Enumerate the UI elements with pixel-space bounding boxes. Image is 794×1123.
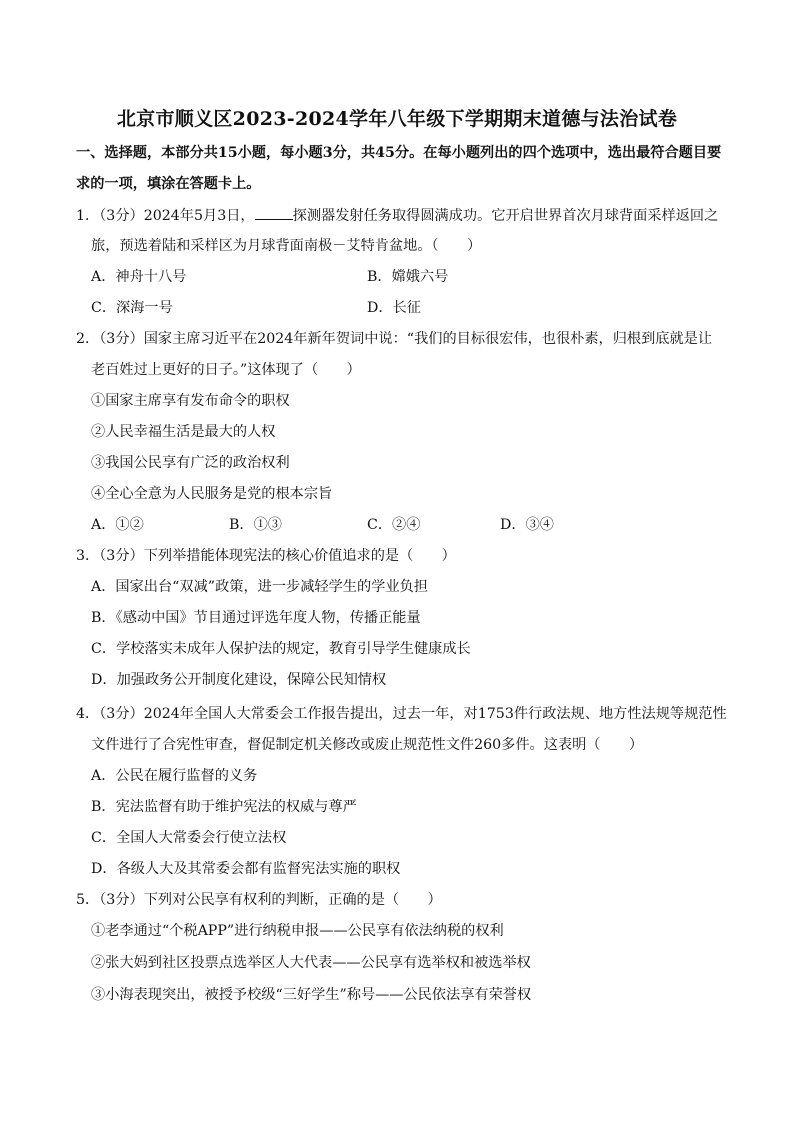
q3-option-d: D．加强政务公开制度化建设，保障公民知情权 <box>91 672 387 688</box>
q2-option-c: C．②④ <box>367 517 421 533</box>
q4-option-d: D．各级人大及其常委会都有监督宪法实施的职权 <box>91 861 401 877</box>
q5-statement-1: ①老李通过“个税APP”进行纳税申报——公民享有依法纳税的权利 <box>91 923 504 939</box>
q1-option-c: C．深海一号 <box>91 300 173 316</box>
q2-statement-1: ①国家主席享有发布命令的职权 <box>91 393 290 409</box>
section-heading-line2: 求的一项，填涂在答题卡上。 <box>76 176 261 192</box>
q3-option-c: C．学校落实未成年人保护法的规定，教育引导学生健康成长 <box>91 641 471 657</box>
q1-stem-line1 <box>76 205 718 226</box>
section-heading-line1: 一、选择题，本部分共15小题，每小题3分，共45分。在每小题列出的四个选项中，选出最符合题目要 <box>76 145 722 161</box>
q4-option-a: A．公民在履行监督的义务 <box>91 768 258 784</box>
q3-option-b: B．《感动中国》节目通过评选年度人物，传播正能量 <box>91 610 421 626</box>
q1-stem-line2: 旅，预选着陆和采样区为月球背面南极－艾特肯盆地。（ ） <box>91 238 482 254</box>
q1-option-d: D．长征 <box>367 300 421 316</box>
q2-option-b: B．①③ <box>229 517 282 533</box>
q4-option-b: B．宪法监督有助于维护宪法的权威与尊严 <box>91 799 357 815</box>
q2-option-d: D．③④ <box>500 517 554 533</box>
q3-option-a: A．国家出台“双减”政策，进一步减轻学生的学业负担 <box>91 579 428 595</box>
q3-stem: 3．（3分）下列举措能体现宪法的核心价值追求的是（ ） <box>76 548 456 564</box>
q2-stem-line2: 老百姓过上更好的日子。”这体现了（ ） <box>91 362 361 378</box>
q4-stem-line2: 文件进行了合宪性审查，督促制定机关修改或废止规范性文件260多件。这表明（ ） <box>91 737 644 753</box>
q5-statement-2: ②张大妈到社区投票点选举区人大代表——公民享有选举权和被选举权 <box>91 955 531 971</box>
q1-option-b: B．嫦娥六号 <box>367 269 449 285</box>
q2-statement-2: ②人民幸福生活是最大的人权 <box>91 424 276 440</box>
q4-stem-line1: 4．（3分）2024年全国人大常委会工作报告提出，过去一年，对1753件行政法规、地方性法规等规范性 <box>76 706 727 722</box>
q5-stem: 5．（3分）下列对公民享有权利的判断，正确的是（ ） <box>76 892 442 908</box>
q1-stem-after: 探测器发射任务取得圆满成功。它开启世界首次月球背面采样返回之 <box>292 208 719 224</box>
q2-option-a: A．①② <box>91 517 144 533</box>
q2-statement-4: ④全心全意为人民服务是党的根本宗旨 <box>91 486 333 502</box>
q1-stem-before: 1．（3分）2024年5月3日， <box>76 208 255 224</box>
q1-option-a: A．神舟十八号 <box>91 269 187 285</box>
q4-option-c: C．全国人大常委会行使立法权 <box>91 830 287 846</box>
q2-statement-3: ③我国公民享有广泛的政治权利 <box>91 455 290 471</box>
q1-answer-blank <box>255 205 293 220</box>
page-title: 北京市顺义区2023-2024学年八年级下学期期末道德与法治试卷 <box>116 108 678 130</box>
q2-stem-line1: 2．（3分）国家主席习近平在2024年新年贺词中说：“我们的目标很宏伟，也很朴素，归根到底就是让 <box>76 331 713 347</box>
q5-statement-3: ③小海表现突出，被授予校级“三好学生”称号——公民依法享有荣誉权 <box>91 987 532 1003</box>
